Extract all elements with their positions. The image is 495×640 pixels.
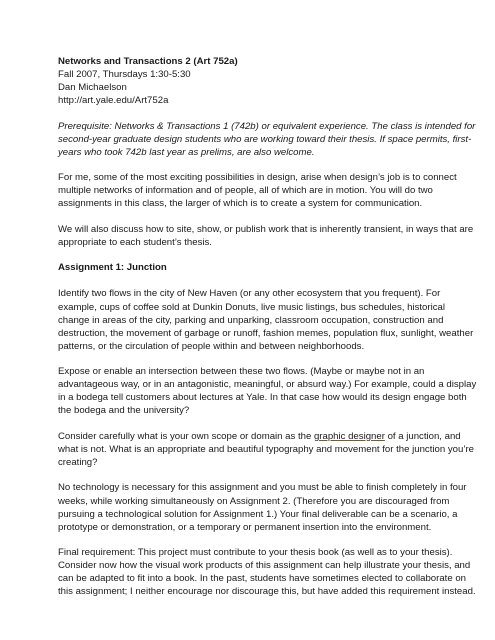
course-header [58, 55, 478, 107]
scope-text-before: Consider carefully what is your own scope or domain as the [58, 430, 314, 442]
assignment-paragraph: Expose or enable an intersection between these two flows. (Maybe or maybe not in an advantageous way, or in an antagonistic, meaningful, or absurd way.) For example, could a display in a bodega tell customers about lectures at Yale. In that case how would its design engage both the bodega and the university? [58, 366, 477, 417]
course-title: Networks and Transactions 2 (Art 752a) [58, 56, 238, 67]
graphic-designer-link[interactable]: graphic designer [313, 430, 385, 442]
instructor-name: Dan Michaelson [58, 82, 127, 94]
page-bottom-fade [0, 626, 495, 640]
intro-paragraph: We will also discuss how to site, show, or publish work that is inherently transient, in ways that are appropriate to each student’s thesis. [58, 223, 474, 248]
prerequisite-paragraph: Prerequisite: Networks & Transactions 1 (742b) or equivalent experience. The class is intended for second-year graduate design students who are working toward their thesis. If space permits, first-years who took 742b last year as prelims, are also welcome. [58, 120, 476, 158]
assignment-paragraph: Identify two flows in the city of New Haven (or any other ecosystem that you frequent). For example, cups of coffee sold at Dunkin Donuts, live music listings, bus schedules, historical change in areas of the city, parking and unparking, classroom occupation, construction and destruction, the movement of garbage or runoff, fashion memes, population flux, sunlight, weather patterns, or the circulation of people within and between neighborhoods. [58, 288, 474, 352]
scope-text-after: of a junction, and what is not. What is an appropriate and beautiful typography and movement for the junction you’re creating? [58, 430, 474, 469]
scope-paragraph [58, 430, 478, 469]
assignment-heading: Assignment 1: Junction [58, 262, 167, 274]
document-page [58, 55, 478, 611]
intro-paragraph: For me, some of the most exciting possibilities in design, arise when design’s job is to connect multiple networks of information and of people, all of which are in motion. You will do two assignments in this class, the larger of which is to create a system for communication. [58, 172, 457, 210]
assignment-paragraph: No technology is necessary for this assignment and you must be able to finish completely in four weeks, while working simultaneously on Assignment 2. (Therefore you are discouraged from pursuing a technological solution for Assignment 1.) Your final deliverable can be a scenario, a prototype or demonstration, or a temporary or permanent insertion into the environment. [58, 482, 467, 533]
course-url[interactable]: http://art.yale.edu/Art752a [58, 95, 169, 107]
course-schedule: Fall 2007, Thursdays 1:30-5:30 [58, 69, 191, 81]
assignment-paragraph: Final requirement: This project must contribute to your thesis book (as well as to your thesis). Consider now how the visual work products of this assignment can help illustrate your thesis, and can be adapted to fit into a book. In the past, students have sometimes elected to collaborate on this assignment; I neither encourage nor discourage this, but have added this requirement instead. [58, 547, 476, 598]
